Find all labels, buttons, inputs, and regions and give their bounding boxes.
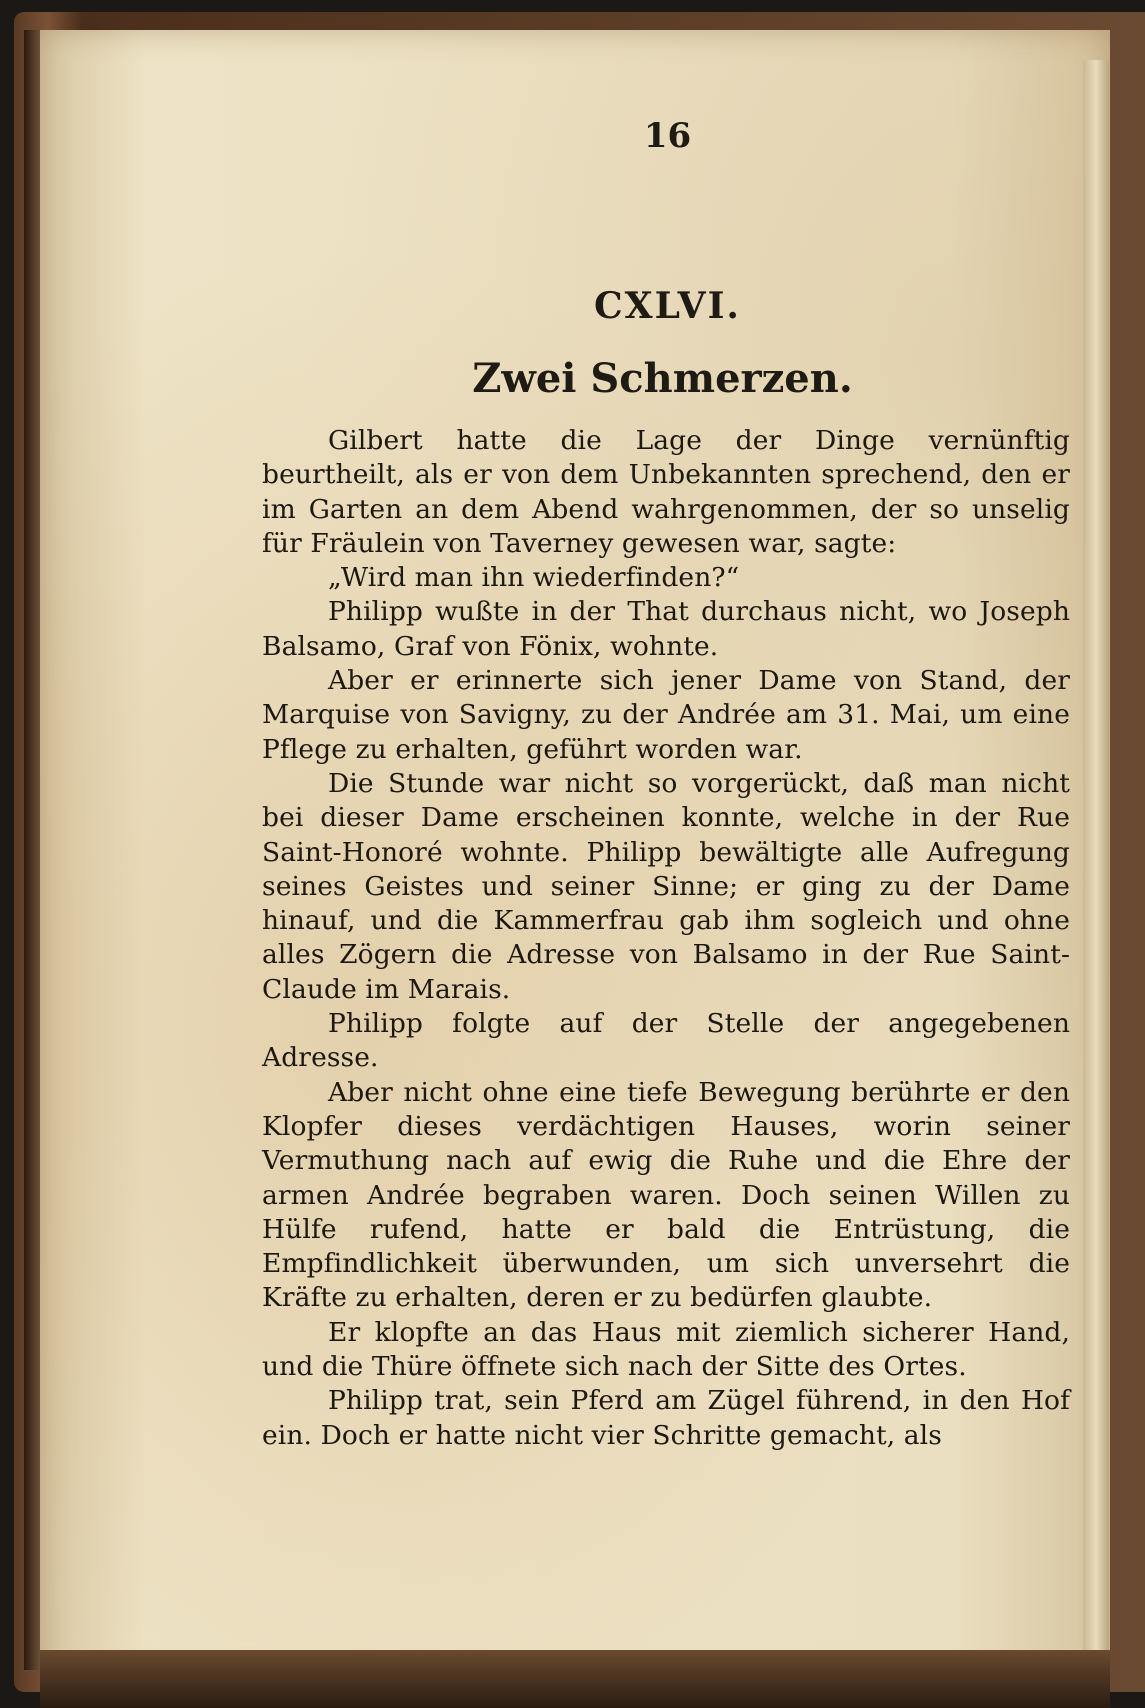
page-number: 16 [643, 116, 692, 156]
bottom-binding [40, 1650, 1110, 1708]
paragraph: Philipp wußte in der That durchaus nicht, wo Joseph Balsamo, Graf von Fönix, wohnte. [262, 596, 1070, 662]
paragraph: Die Stunde war nicht so vorgerückt, daß man nicht bei dieser Dame erscheinen konnte, welche in der Rue Saint-Honoré wohnte. Philipp bewältigte alle Aufregung seines Geistes und seiner Sinne; er ging zu der Dame hinauf, und die Kammerfrau gab ihm sogleich und ohne alles Zögern die Adresse von Balsamo in der Rue Saint-Claude im Marais. [262, 767, 1070, 1005]
paragraph: Aber nicht ohne eine tiefe Bewegung berührte er den Klopfer dieses verdächtigen Hauses, worin seiner Vermuthung nach auf ewig die Ruhe und die Ehre der armen Andrée begraben waren. Doch seinen Willen zu Hülfe rufend, hatte er bald die Entrüstung, die Empfindlichkeit überwunden, um sich unversehrt die Kräfte zu erhalten, deren er zu bedürfen glaubte. [262, 1076, 1070, 1314]
body-text [262, 424, 1070, 1453]
paragraph: Er klopfte an das Haus mit ziemlich sicherer Hand, und die Thüre öffnete sich nach der Sitte des Ortes. [262, 1316, 1070, 1383]
chapter-title: Zwei Schmerzen. [472, 355, 853, 402]
paragraph: Gilbert hatte die Lage der Dinge vernünftig beurtheilt, als er von dem Unbekannten sprechend, den er im Garten an dem Abend wahrgenommen, der so unselig für Fräulein von Taverney gewesen war, sagte: [262, 425, 1070, 559]
paragraph: „Wird man ihn wiederfinden?“ [328, 562, 740, 594]
paragraph: Philipp folgte auf der Stelle der angegebenen Adresse. [262, 1008, 1070, 1074]
chapter-number: CXLVI. [594, 285, 741, 327]
paragraph: Philipp trat, sein Pferd am Zügel führend, in den Hof ein. Doch er hatte nicht vier Schritte gemacht, als [262, 1385, 1070, 1451]
paragraph: Aber er erinnerte sich jener Dame von Stand, der Marquise von Savigny, zu der Andrée am 31. Mai, um eine Pflege zu erhalten, geführt worden war. [262, 665, 1070, 765]
